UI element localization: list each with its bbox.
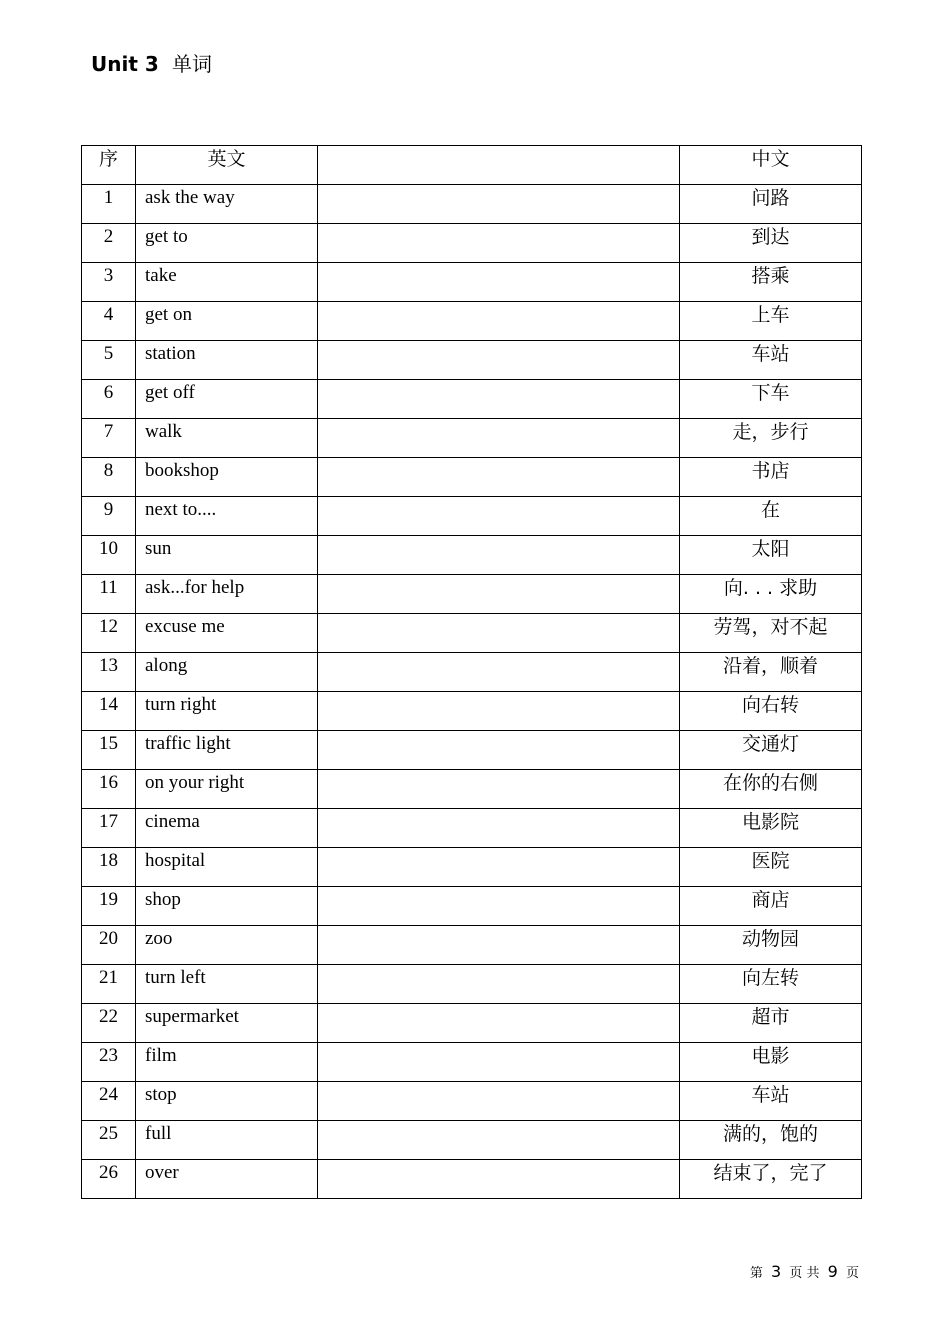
blank-cell: [318, 458, 680, 497]
chinese-meaning: 车站: [680, 341, 862, 380]
chinese-meaning: 商店: [680, 887, 862, 926]
chinese-meaning: 电影院: [680, 809, 862, 848]
chinese-meaning: 在你的右侧: [680, 770, 862, 809]
chinese-meaning: 劳驾，对不起: [680, 614, 862, 653]
english-word: cinema: [136, 809, 318, 848]
english-word: get off: [136, 380, 318, 419]
blank-cell: [318, 770, 680, 809]
english-word: over: [136, 1160, 318, 1199]
chinese-meaning: 在: [680, 497, 862, 536]
row-number: 17: [82, 809, 136, 848]
blank-cell: [318, 1043, 680, 1082]
blank-cell: [318, 341, 680, 380]
english-word: take: [136, 263, 318, 302]
blank-cell: [318, 1121, 680, 1160]
header-chinese: 中文: [680, 146, 862, 185]
row-number: 5: [82, 341, 136, 380]
chinese-meaning: 书店: [680, 458, 862, 497]
table-row: [82, 263, 862, 302]
row-number: 2: [82, 224, 136, 263]
footer-prefix: 第: [749, 1266, 763, 1281]
blank-cell: [318, 497, 680, 536]
row-number: 3: [82, 263, 136, 302]
english-word: get on: [136, 302, 318, 341]
english-word: supermarket: [136, 1004, 318, 1043]
chinese-meaning: 沿着，顺着: [680, 653, 862, 692]
blank-cell: [318, 965, 680, 1004]
blank-cell: [318, 575, 680, 614]
row-number: 19: [82, 887, 136, 926]
row-number: 8: [82, 458, 136, 497]
row-number: 12: [82, 614, 136, 653]
chinese-meaning: 向. . . 求助: [680, 575, 862, 614]
english-word: sun: [136, 536, 318, 575]
blank-cell: [318, 419, 680, 458]
row-number: 26: [82, 1160, 136, 1199]
page-footer: [750, 1260, 859, 1286]
blank-cell: [318, 848, 680, 887]
english-word: film: [136, 1043, 318, 1082]
vocabulary-table: [81, 145, 862, 1199]
blank-cell: [318, 887, 680, 926]
chinese-meaning: 上车: [680, 302, 862, 341]
footer-page-number: 3: [771, 1262, 782, 1281]
english-word: walk: [136, 419, 318, 458]
table-row: [82, 1004, 862, 1043]
blank-cell: [318, 1004, 680, 1043]
chinese-meaning: 超市: [680, 1004, 862, 1043]
table-row: [82, 302, 862, 341]
table-row: [82, 848, 862, 887]
english-word: get to: [136, 224, 318, 263]
row-number: 7: [82, 419, 136, 458]
row-number: 24: [82, 1082, 136, 1121]
table-row: [82, 341, 862, 380]
table-row: [82, 458, 862, 497]
row-number: 22: [82, 1004, 136, 1043]
english-word: station: [136, 341, 318, 380]
chinese-meaning: 交通灯: [680, 731, 862, 770]
unit-label: Unit 3: [91, 52, 159, 76]
footer-middle: 页 共: [789, 1266, 820, 1281]
english-word: traffic light: [136, 731, 318, 770]
row-number: 1: [82, 185, 136, 224]
row-number: 20: [82, 926, 136, 965]
table-row: [82, 419, 862, 458]
table-row: [82, 185, 862, 224]
chinese-meaning: 下车: [680, 380, 862, 419]
english-word: turn right: [136, 692, 318, 731]
chinese-meaning: 搭乘: [680, 263, 862, 302]
row-number: 14: [82, 692, 136, 731]
table-row: [82, 1043, 862, 1082]
table-row: [82, 926, 862, 965]
english-word: next to....: [136, 497, 318, 536]
chinese-meaning: 问路: [680, 185, 862, 224]
row-number: 11: [82, 575, 136, 614]
table-header-row: [82, 146, 862, 185]
blank-cell: [318, 731, 680, 770]
row-number: 21: [82, 965, 136, 1004]
blank-cell: [318, 224, 680, 263]
chinese-meaning: 动物园: [680, 926, 862, 965]
footer-total-pages: 9: [827, 1262, 838, 1281]
row-number: 10: [82, 536, 136, 575]
table-row: [82, 1121, 862, 1160]
english-word: turn left: [136, 965, 318, 1004]
title-label: 单词: [172, 52, 213, 76]
page-title: [91, 48, 212, 80]
english-word: full: [136, 1121, 318, 1160]
table-row: [82, 380, 862, 419]
english-word: ask the way: [136, 185, 318, 224]
blank-cell: [318, 809, 680, 848]
chinese-meaning: 向左转: [680, 965, 862, 1004]
english-word: hospital: [136, 848, 318, 887]
chinese-meaning: 太阳: [680, 536, 862, 575]
header-number: 序: [82, 146, 136, 185]
row-number: 23: [82, 1043, 136, 1082]
chinese-meaning: 向右转: [680, 692, 862, 731]
blank-cell: [318, 926, 680, 965]
chinese-meaning: 到达: [680, 224, 862, 263]
table-row: [82, 536, 862, 575]
english-word: stop: [136, 1082, 318, 1121]
chinese-meaning: 电影: [680, 1043, 862, 1082]
footer-suffix: 页: [845, 1266, 859, 1281]
table-body: [82, 185, 862, 1199]
table-row: [82, 887, 862, 926]
english-word: on your right: [136, 770, 318, 809]
table-row: [82, 1160, 862, 1199]
blank-cell: [318, 692, 680, 731]
blank-cell: [318, 614, 680, 653]
english-word: zoo: [136, 926, 318, 965]
chinese-meaning: 医院: [680, 848, 862, 887]
row-number: 13: [82, 653, 136, 692]
english-word: shop: [136, 887, 318, 926]
row-number: 15: [82, 731, 136, 770]
english-word: excuse me: [136, 614, 318, 653]
blank-cell: [318, 653, 680, 692]
row-number: 25: [82, 1121, 136, 1160]
header-blank: [318, 146, 680, 185]
english-word: along: [136, 653, 318, 692]
chinese-meaning: 结束了，完了: [680, 1160, 862, 1199]
row-number: 4: [82, 302, 136, 341]
english-word: bookshop: [136, 458, 318, 497]
blank-cell: [318, 380, 680, 419]
header-english: 英文: [136, 146, 318, 185]
blank-cell: [318, 1082, 680, 1121]
row-number: 6: [82, 380, 136, 419]
blank-cell: [318, 1160, 680, 1199]
table-row: [82, 653, 862, 692]
table-row: [82, 575, 862, 614]
table-row: [82, 965, 862, 1004]
chinese-meaning: 满的，饱的: [680, 1121, 862, 1160]
blank-cell: [318, 185, 680, 224]
row-number: 16: [82, 770, 136, 809]
table-row: [82, 497, 862, 536]
table-row: [82, 224, 862, 263]
table-row: [82, 731, 862, 770]
table-row: [82, 1082, 862, 1121]
blank-cell: [318, 536, 680, 575]
row-number: 18: [82, 848, 136, 887]
table-row: [82, 614, 862, 653]
chinese-meaning: 走，步行: [680, 419, 862, 458]
row-number: 9: [82, 497, 136, 536]
english-word: ask...for help: [136, 575, 318, 614]
blank-cell: [318, 263, 680, 302]
chinese-meaning: 车站: [680, 1082, 862, 1121]
table-row: [82, 809, 862, 848]
table-row: [82, 692, 862, 731]
table-row: [82, 770, 862, 809]
blank-cell: [318, 302, 680, 341]
